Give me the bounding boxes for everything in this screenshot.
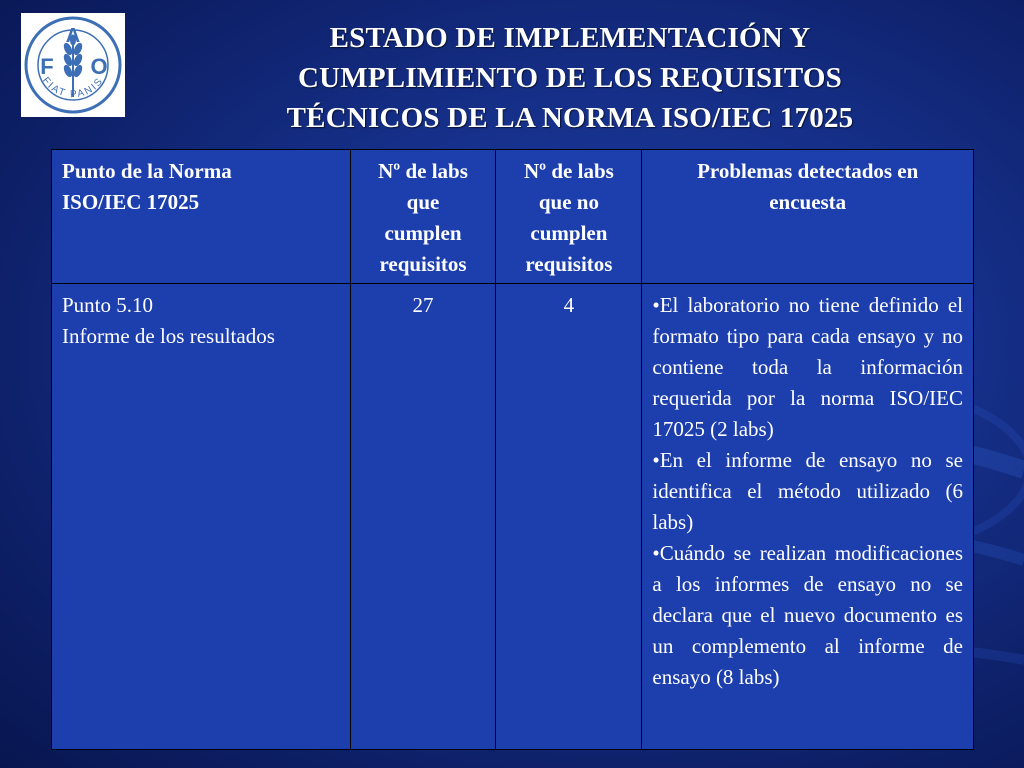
logo-letter-a: A (65, 25, 81, 47)
title-line-1: ESTADO DE IMPLEMENTACIÓN Y (329, 22, 811, 54)
header-labs-cumplen: Nº de labs que cumplen requisitos (350, 150, 496, 284)
header-punto-norma: Punto de la Norma ISO/IEC 17025 (52, 150, 351, 284)
title-line-3: TÉCNICOS DE LA NORMA ISO/IEC 17025 (286, 102, 854, 134)
fao-logo (21, 13, 125, 117)
cell-problemas (642, 284, 974, 750)
cell-labs-no-cumplen: 4 (496, 284, 642, 750)
header-labs-no-cumplen: Nº de labs que no cumplen requisitos (496, 150, 642, 284)
problem-item: •El laboratorio no tiene definido el formato tipo para cada ensayo y no contiene toda la información requerida por la norma ISO/IEC 17025 (2 labs) (652, 293, 963, 441)
slide-title (140, 18, 1000, 138)
problem-item: •En el informe de ensayo no se identifica el método utilizado (6 labs) (652, 448, 963, 534)
table-header-row (52, 150, 974, 284)
requirements-table (51, 149, 974, 750)
logo-letter-f: F (40, 54, 54, 79)
cell-punto: Punto 5.10 Informe de los resultados (52, 284, 351, 750)
table-row (52, 284, 974, 750)
header-problemas: Problemas detectados en encuesta (642, 150, 974, 284)
title-line-2: CUMPLIMIENTO DE LOS REQUISITOS (298, 62, 842, 94)
problem-item: •Cuándo se realizan modificaciones a los informes de ensayo no se declara que el nuevo documento es un complemento al informe de ensayo (8 labs) (652, 541, 963, 689)
logo-motto: FIAT PANIS (39, 75, 107, 101)
cell-labs-cumplen: 27 (350, 284, 496, 750)
logo-letter-o: O (90, 54, 108, 79)
